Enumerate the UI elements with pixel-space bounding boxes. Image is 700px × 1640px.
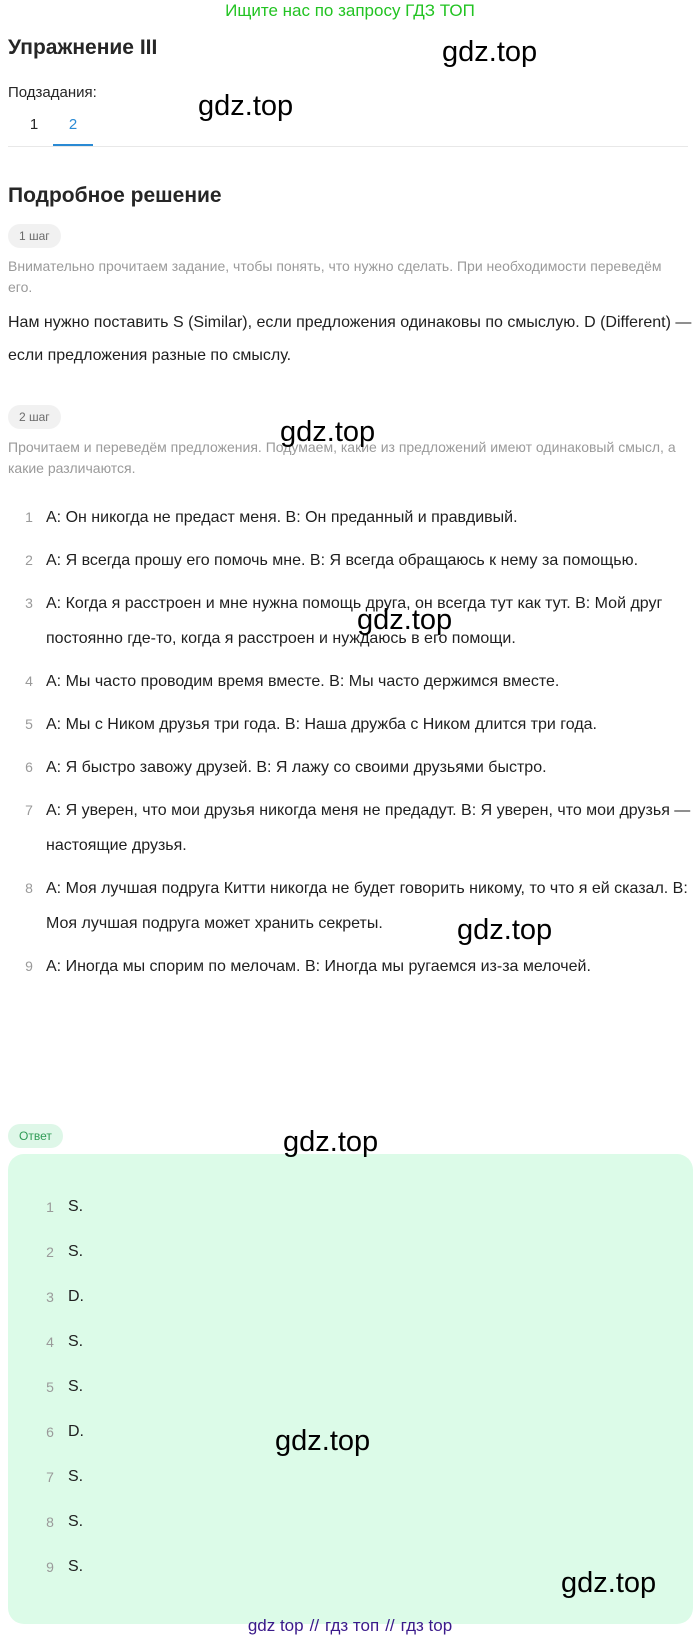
answer-item [8, 1556, 84, 1601]
step-1-text: Нам нужно поставить S (Similar), если предложения одинаковы по смыслую. D (Different) — если предложения разные по смыслу. [8, 314, 692, 364]
list-item-number: 5 [25, 716, 33, 732]
step-1-badge: 1 шаг [8, 224, 61, 248]
answer-item [8, 1421, 84, 1466]
list-item-text: A: Он никогда не предаст меня. B: Он преданный и правдивый. [46, 509, 518, 526]
answer-item-text: D. [68, 1288, 84, 1305]
list-item [8, 664, 692, 699]
sentence-list [8, 500, 692, 992]
list-item [8, 543, 692, 578]
list-item-text: A: Когда я расстроен и мне нужна помощь друга, он всегда тут как тут. B: Мой друг постоянно где-то, когда я расстроен и нуждаюсь в его помощи. [46, 595, 663, 647]
list-item-text: A: Иногда мы спорим по мелочам. B: Иногда мы ругаемся из-за мелочей. [46, 958, 591, 975]
answer-item [8, 1196, 84, 1241]
answer-item-text: S. [68, 1333, 84, 1350]
watermark: gdz.top [442, 36, 538, 68]
answer-item-text: S. [68, 1468, 84, 1485]
subtasks-label: Подзадания: [8, 84, 97, 101]
answer-item [8, 1286, 84, 1331]
answer-item-text: S. [68, 1513, 84, 1530]
watermark: gdz.top [280, 416, 376, 448]
list-item-number: 3 [25, 595, 33, 611]
list-item-number: 4 [25, 673, 33, 689]
section-title: Подробное решение [8, 184, 222, 207]
list-item-text: A: Я всегда прошу его помочь мне. B: Я всегда обращаюсь к нему за помощью. [46, 552, 639, 569]
step-2-badge: 2 шаг [8, 405, 61, 429]
answer-badge: Ответ [8, 1124, 63, 1148]
answer-item-number: 8 [46, 1514, 54, 1530]
list-item [8, 707, 692, 742]
answer-item-number: 2 [46, 1244, 54, 1260]
footer-link-gdz-top-ru[interactable]: гдз топ [325, 1616, 380, 1635]
watermark: gdz.top [283, 1126, 379, 1158]
answer-item-number: 1 [46, 1199, 54, 1215]
list-item-number: 1 [25, 509, 33, 525]
list-item [8, 793, 692, 863]
answer-item-number: 5 [46, 1379, 54, 1395]
step-1-hint: Внимательно прочитаем задание, чтобы понять, что нужно сделать. При необходимости переведём его. [8, 258, 662, 295]
footer-link-gdz-top[interactable]: gdz top [247, 1616, 304, 1635]
list-item-text: A: Я уверен, что мои друзья никогда меня не предадут. B: Я уверен, что мои друзья — настоящие друзья. [46, 802, 691, 854]
list-item-number: 6 [25, 759, 33, 775]
list-item-text: A: Я быстро завожу друзей. B: Я лажу со своими друзьями быстро. [46, 759, 547, 776]
footer-separator: // [385, 1616, 395, 1635]
watermark: gdz.top [457, 914, 553, 946]
list-item-text: A: Мы часто проводим время вместе. B: Мы часто держимся вместе. [46, 673, 560, 690]
answer-item-number: 3 [46, 1289, 54, 1305]
answer-item-number: 9 [46, 1559, 54, 1575]
list-item-number: 8 [25, 880, 33, 896]
watermark: gdz.top [198, 90, 294, 122]
page-title: Упражнение III [8, 36, 158, 59]
answer-box [8, 1154, 693, 1624]
list-item [8, 871, 692, 941]
footer-links [0, 1614, 700, 1638]
answer-item-number: 7 [46, 1469, 54, 1485]
watermark: gdz.top [275, 1425, 371, 1457]
answer-item-text: S. [68, 1243, 84, 1260]
answer-item-text: S. [68, 1558, 84, 1575]
answer-item-number: 6 [46, 1424, 54, 1440]
subtask-tabs [8, 110, 688, 147]
list-item-number: 9 [25, 958, 33, 974]
search-banner: Ищите нас по запросу ГДЗ ТОП [225, 1, 475, 20]
answer-item [8, 1511, 84, 1556]
answer-item-number: 4 [46, 1334, 54, 1350]
list-item-number: 7 [25, 802, 33, 818]
answer-item [8, 1466, 84, 1511]
list-item-number: 2 [25, 552, 33, 568]
tab-subtask-1[interactable]: 1 [29, 116, 39, 133]
list-item [8, 586, 692, 656]
answer-item [8, 1376, 84, 1421]
answer-item [8, 1331, 84, 1376]
answer-list [8, 1196, 84, 1601]
step-2-hint: Прочитаем и переведём предложения. Подумаем, какие из предложений имеют одинаковый смысл, а какие различаются. [8, 439, 676, 476]
list-item-text: A: Моя лучшая подруга Китти никогда не будет говорить никому, то что я ей сказал. B: Моя лучшая подруга может хранить секреты. [46, 880, 688, 932]
watermark: gdz.top [357, 604, 453, 636]
footer-link-gdz-top-mixed[interactable]: гдз top [400, 1616, 453, 1635]
list-item [8, 750, 692, 785]
list-item-text: A: Мы с Ником друзья три года. B: Наша дружба с Ником длится три года. [46, 716, 597, 733]
list-item [8, 500, 692, 535]
watermark: gdz.top [561, 1567, 657, 1599]
list-item [8, 949, 692, 984]
footer-separator: // [309, 1616, 320, 1635]
answer-item-text: S. [68, 1378, 84, 1395]
answer-item-text: D. [68, 1423, 84, 1440]
answer-item [8, 1241, 84, 1286]
answer-item-text: S. [68, 1198, 84, 1215]
tab-subtask-2[interactable]: 2 [53, 114, 93, 146]
